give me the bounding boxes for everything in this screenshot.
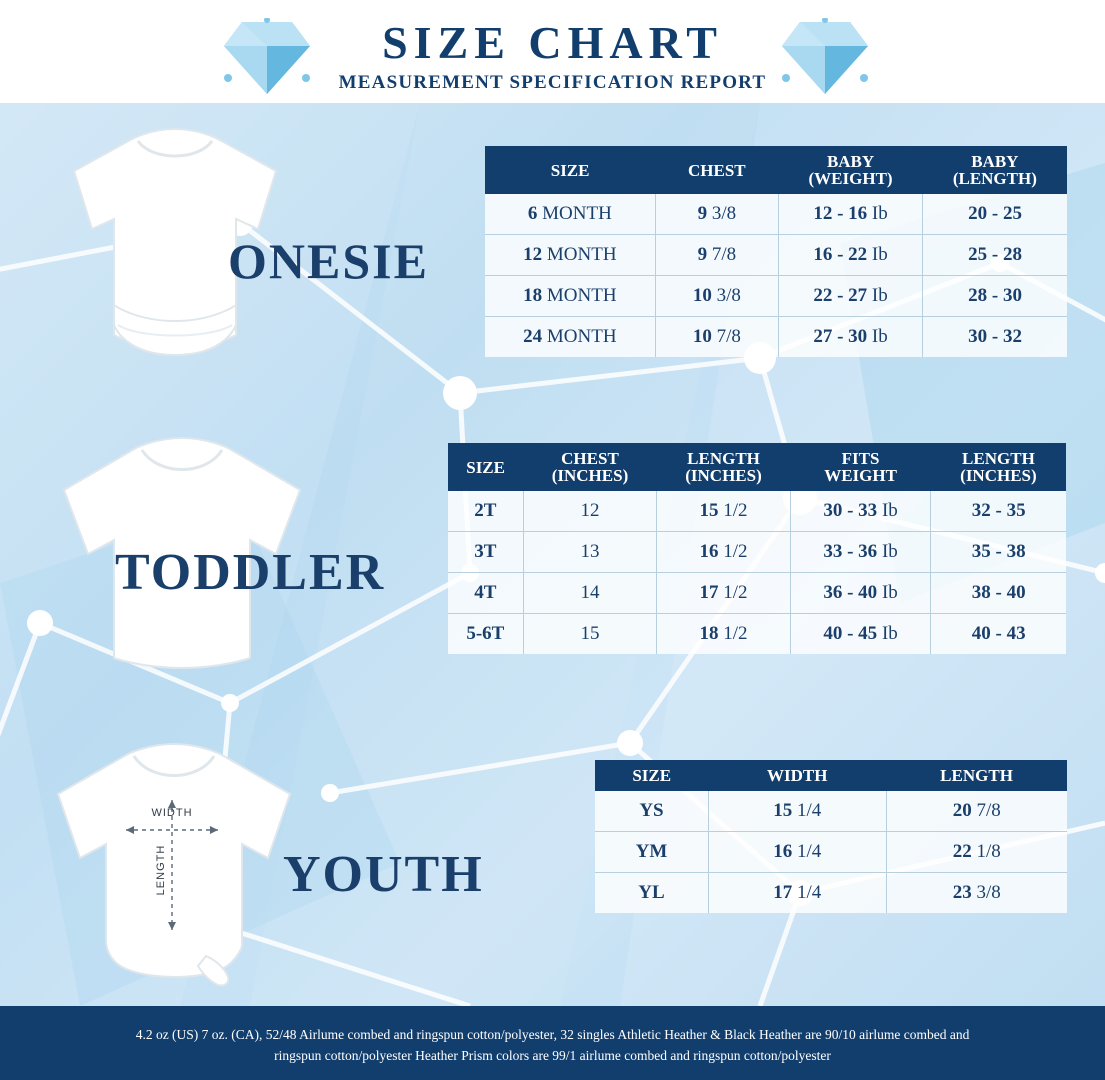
page-title: SIZE CHART xyxy=(382,17,723,68)
table-cell: 15 1/2 xyxy=(657,491,791,532)
table-row xyxy=(448,573,1066,614)
table-cell: 40 - 43 xyxy=(931,614,1066,655)
youth-tshirt-image xyxy=(28,740,318,990)
table-cell: 16 1/4 xyxy=(708,832,886,873)
table-cell: 15 1/4 xyxy=(708,791,886,832)
table-cell: 16 - 22 Ib xyxy=(778,235,922,276)
table-cell: 35 - 38 xyxy=(931,532,1066,573)
page-subtitle: MEASUREMENT SPECIFICATION REPORT xyxy=(338,72,767,93)
table-row xyxy=(485,317,1067,358)
table-row xyxy=(448,491,1066,532)
table-cell: 14 xyxy=(523,573,657,614)
table-cell: 9 3/8 xyxy=(655,194,778,235)
column-header: SIZE xyxy=(448,443,523,491)
table-cell: 25 - 28 xyxy=(923,235,1067,276)
table-cell: 13 xyxy=(523,532,657,573)
table-body xyxy=(595,791,1067,913)
table-cell: 2T xyxy=(448,491,523,532)
table-cell: YL xyxy=(595,873,708,914)
column-header: BABY (LENGTH) xyxy=(923,146,1067,194)
table-cell: 28 - 30 xyxy=(923,276,1067,317)
table-row xyxy=(595,873,1067,914)
column-header: LENGTH xyxy=(886,760,1067,791)
table-cell: YS xyxy=(595,791,708,832)
footer-line-1: 4.2 oz (US) 7 oz. (CA), 52/48 Airlume combed and ringspun cotton/polyester, 32 singles Athletic Heather & Black Heather are 90/10 airlume combed and xyxy=(135,1027,970,1042)
table-cell: 22 - 27 Ib xyxy=(778,276,922,317)
section-label-youth: YOUTH xyxy=(283,846,484,903)
table-cell: 18 1/2 xyxy=(657,614,791,655)
table-row xyxy=(485,235,1067,276)
column-header: WIDTH xyxy=(708,760,886,791)
table-cell: 30 - 32 xyxy=(923,317,1067,358)
footer xyxy=(0,1006,1105,1080)
table-cell: 3T xyxy=(448,532,523,573)
table-cell: 9 7/8 xyxy=(655,235,778,276)
table-cell: 18 MONTH xyxy=(485,276,655,317)
table-cell: 12 MONTH xyxy=(485,235,655,276)
table-cell: 15 xyxy=(523,614,657,655)
table-row xyxy=(448,614,1066,655)
table-body xyxy=(485,194,1067,357)
table-cell: 10 7/8 xyxy=(655,317,778,358)
column-header: CHEST (INCHES) xyxy=(523,443,657,491)
table-row xyxy=(595,832,1067,873)
table-cell: 6 MONTH xyxy=(485,194,655,235)
table-cell: 4T xyxy=(448,573,523,614)
table-cell: 12 xyxy=(523,491,657,532)
table-cell: 17 1/4 xyxy=(708,873,886,914)
table-cell: 16 1/2 xyxy=(657,532,791,573)
table-cell: 20 7/8 xyxy=(886,791,1067,832)
table-row xyxy=(485,194,1067,235)
size-table-toddler xyxy=(448,443,1066,654)
table-cell: 22 1/8 xyxy=(886,832,1067,873)
table-cell: 36 - 40 Ib xyxy=(790,573,931,614)
column-header: BABY (WEIGHT) xyxy=(778,146,922,194)
header xyxy=(0,0,1105,103)
footer-line-2: ringspun cotton/polyester Heather Prism colors are 99/1 airlume combed and ringspun cotton/polyester xyxy=(274,1048,831,1063)
column-header: CHEST xyxy=(655,146,778,194)
column-header: LENGTH (INCHES) xyxy=(931,443,1066,491)
table-cell: 24 MONTH xyxy=(485,317,655,358)
column-header: LENGTH (INCHES) xyxy=(657,443,791,491)
table-cell: 27 - 30 Ib xyxy=(778,317,922,358)
table-cell: 12 - 16 Ib xyxy=(778,194,922,235)
section-label-onesie: ONESIE xyxy=(228,233,429,289)
size-table-youth xyxy=(595,760,1067,913)
table-header-row xyxy=(595,760,1067,791)
table-cell: 33 - 36 Ib xyxy=(790,532,931,573)
table-cell: 38 - 40 xyxy=(931,573,1066,614)
table-cell: 40 - 45 Ib xyxy=(790,614,931,655)
table-cell: 5-6T xyxy=(448,614,523,655)
size-table-onesie xyxy=(485,146,1067,357)
column-header: SIZE xyxy=(595,760,708,791)
table-row xyxy=(485,276,1067,317)
table-body xyxy=(448,491,1066,654)
youth-width-annotation: WIDTH xyxy=(151,807,193,819)
column-header: FITS WEIGHT xyxy=(790,443,931,491)
table-cell: 32 - 35 xyxy=(931,491,1066,532)
table-cell: 30 - 33 Ib xyxy=(790,491,931,532)
table-row xyxy=(595,791,1067,832)
section-label-toddler: TODDLER xyxy=(115,544,386,601)
table-header-row xyxy=(448,443,1066,491)
table-cell: YM xyxy=(595,832,708,873)
table-header-row xyxy=(485,146,1067,194)
youth-length-annotation: LENGTH xyxy=(155,844,167,896)
table-cell: 10 3/8 xyxy=(655,276,778,317)
table-row xyxy=(448,532,1066,573)
table-cell: 23 3/8 xyxy=(886,873,1067,914)
table-cell: 20 - 25 xyxy=(923,194,1067,235)
column-header: SIZE xyxy=(485,146,655,194)
table-cell: 17 1/2 xyxy=(657,573,791,614)
